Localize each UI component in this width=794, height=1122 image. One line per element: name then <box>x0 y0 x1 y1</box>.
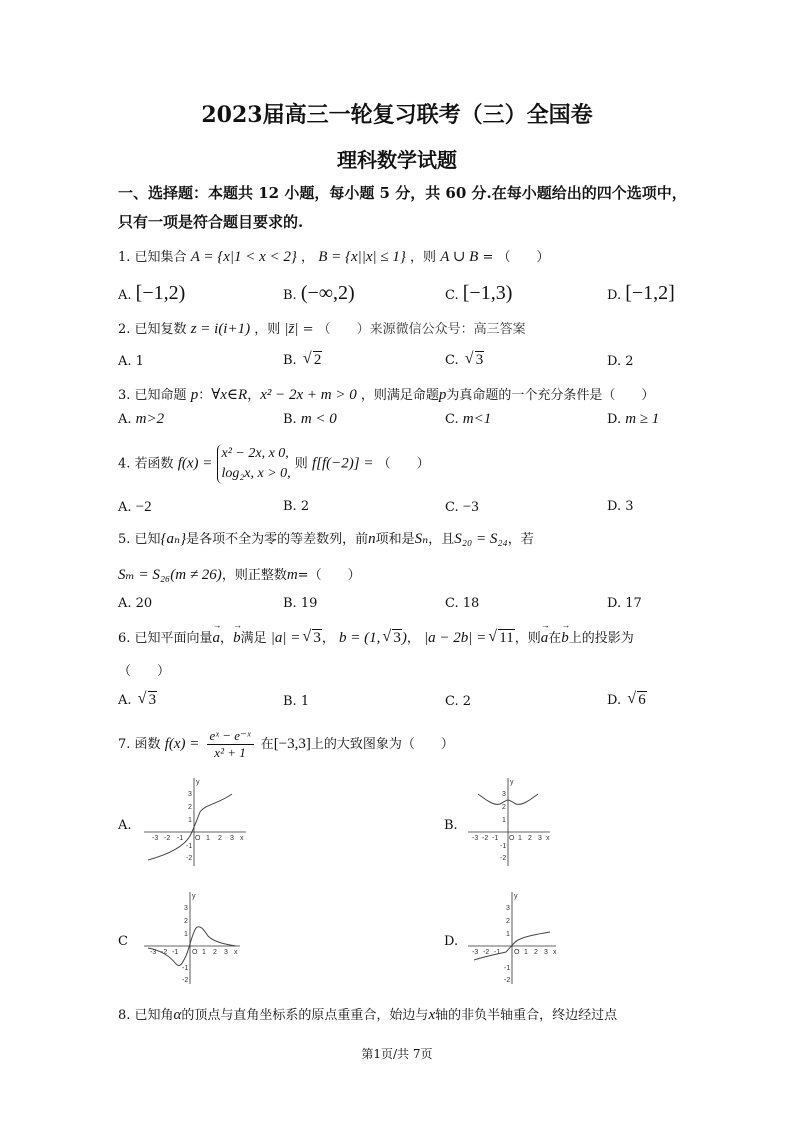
q1-sep: ， <box>301 250 315 265</box>
y-label: y <box>192 893 196 900</box>
q6-blank: （ ） <box>118 664 171 679</box>
q6-sep2: ， <box>321 631 335 646</box>
x-tick: x <box>234 949 238 956</box>
x-tick: 2 <box>213 949 217 956</box>
q6-option-c: C. 2 <box>445 694 472 709</box>
option-label: C. <box>445 500 459 515</box>
q6-vec-b: b → <box>233 630 241 647</box>
x-tick: 3 <box>538 835 542 842</box>
x-tick: -2 <box>483 949 490 956</box>
q3-option-d <box>607 411 659 428</box>
q8-alpha: α <box>173 1007 182 1023</box>
q4-blank: （ ） <box>377 456 430 472</box>
x-tick: -1 <box>494 949 501 956</box>
q6-sqrt11: 11 <box>499 630 514 646</box>
x-tick: 1 <box>206 835 210 842</box>
q6-abs-a: |a| = <box>270 630 301 646</box>
option-label: C. <box>445 353 459 368</box>
q6-prefix: 6. 已知平面向量 <box>118 631 213 646</box>
section-heading-line1: 一、选择题：本题共 12 小题，每小题 5 分，共 60 分.在每小题给出的四个选项中， <box>118 184 687 202</box>
option-label: B. <box>283 353 297 368</box>
q2-suffix: = （ ）来源微信公众号：高三答案 <box>302 322 526 337</box>
q3-suffix1: ，则满足命题 <box>360 388 439 403</box>
q6-option-b: B. 1 <box>283 694 310 709</box>
q1-blank: = （ ） <box>482 250 550 265</box>
q4-option-d: D. 3 <box>607 499 634 514</box>
x-tick: O <box>514 949 520 956</box>
y-tick: 2 <box>188 804 192 811</box>
q5-option-a: A. 20 <box>118 596 153 611</box>
q6-b-sqrt: 3 <box>393 630 401 646</box>
q2-option-c <box>445 352 484 369</box>
option-value: m>2 <box>135 411 165 427</box>
q7-suffix: 上的大致图象为（ ） <box>310 737 454 752</box>
q7-label-c: C <box>118 934 128 949</box>
x-tick: -1 <box>177 835 184 842</box>
option-label: D. <box>607 412 622 427</box>
q3-option-c <box>445 411 491 428</box>
q8-text2: 轴的非负半轴重合，终边经过点 <box>435 1008 618 1023</box>
question-8 <box>118 1004 617 1024</box>
q4-piecewise <box>217 444 291 484</box>
x-tick: x <box>546 835 550 842</box>
q6-vec-b2: b → <box>561 630 569 647</box>
q4-option-b: B. 2 <box>283 499 310 514</box>
q5-n: n <box>368 531 376 547</box>
question-7 <box>118 728 454 761</box>
q5-text2: 项和是 <box>375 532 415 547</box>
option-label: C. <box>445 288 459 303</box>
question-5-line1 <box>118 528 534 548</box>
q7-prefix: 7. 函数 <box>118 737 161 752</box>
y-tick: -2 <box>500 855 507 862</box>
option-value: 6 <box>638 692 646 708</box>
q3-colon: ： <box>198 388 212 403</box>
q4-expr: f[f(−2)] = <box>311 455 374 472</box>
q7-den: x² + 1 <box>214 745 246 760</box>
q3-suffix2: 为真命题的一个充分条件是（ ） <box>446 388 655 403</box>
x-tick: O <box>192 949 198 956</box>
q1-option-c <box>445 282 512 305</box>
q5-eq2: Sₘ = S₂₆(m ≠ 26) <box>118 567 222 583</box>
x-tick: -2 <box>164 835 171 842</box>
x-tick: -3 <box>472 949 479 956</box>
question-3 <box>118 384 654 404</box>
q6-vec-a2: a → <box>541 630 549 647</box>
q6-b-close: ) <box>401 630 407 646</box>
q3-prefix: 3. 已知命题 <box>118 388 187 403</box>
q4-case1: x² − 2x, x 0, <box>221 446 289 461</box>
y-tick: -1 <box>500 843 507 850</box>
option-label: A. <box>118 500 132 515</box>
q4-fx: f(x) = <box>177 455 213 472</box>
x-tick: O <box>509 835 515 842</box>
q8-text1: 的顶点与直角坐标系的原点重重合，始边与 <box>181 1008 429 1023</box>
x-tick: O <box>195 835 201 842</box>
q8-prefix: 8. 已知角 <box>118 1008 174 1023</box>
q5-sn: Sₙ <box>414 531 429 547</box>
q7-label-a: A. <box>118 818 132 833</box>
q8-x: x <box>428 1007 436 1023</box>
question-1 <box>118 246 549 266</box>
q1-option-a <box>118 282 185 305</box>
x-tick: -3 <box>472 835 479 842</box>
option-value: [−1,2) <box>135 282 186 304</box>
y-tick: 2 <box>502 804 506 811</box>
q5-text3: ，且 <box>428 532 455 547</box>
x-tick: x <box>553 949 557 956</box>
q5-eq1: S₂₀ = S₂₄ <box>454 531 508 547</box>
q3-comma: ， <box>247 388 261 403</box>
q2-mid: ，则 <box>254 322 281 337</box>
y-tick: -1 <box>182 965 189 972</box>
section-heading-line2: 只有一项是符合题目要求的. <box>118 213 304 231</box>
q3-p: p <box>190 387 199 403</box>
q6-option-a <box>118 692 157 709</box>
q4-option-c <box>445 499 479 516</box>
x-tick: -2 <box>482 835 489 842</box>
option-value: (−∞,2) <box>300 282 355 304</box>
y-tick: 2 <box>184 918 188 925</box>
q5-m: m <box>286 567 298 583</box>
x-tick: 1 <box>524 949 528 956</box>
q1-union: A ∪ B <box>440 249 479 265</box>
q3-expr: x² − 2x + m > 0 <box>260 387 357 403</box>
option-value: m<1 <box>462 411 492 427</box>
x-tick: 3 <box>230 835 234 842</box>
x-tick: 2 <box>528 835 532 842</box>
q7-num: eˣ − e⁻ˣ <box>207 728 254 745</box>
q7-graph-c <box>140 890 250 986</box>
x-tick: -3 <box>152 835 159 842</box>
q2-option-a: A. 1 <box>118 354 144 369</box>
x-tick: 1 <box>518 835 522 842</box>
q4-prefix: 4. 若函数 <box>118 456 174 472</box>
option-label: A. <box>118 412 132 427</box>
option-value: [−1,2] <box>625 282 675 304</box>
q2-abs: |z̄| <box>284 321 299 337</box>
q6-text2: ，则 <box>514 631 541 646</box>
option-label: B. <box>283 288 297 303</box>
q6-option-d <box>607 692 647 709</box>
q6-b-eq: b = (1, <box>339 630 381 646</box>
q6-sep3: ， <box>406 631 420 646</box>
q5-text5: ，则正整数 <box>221 568 287 583</box>
q7-graph-a <box>140 776 250 868</box>
q6-text3: 在 <box>548 631 562 646</box>
question-2 <box>118 318 526 338</box>
q4-option-a <box>118 499 152 516</box>
q4-mid: 则 <box>294 456 308 472</box>
option-value: 2 <box>313 352 322 368</box>
y-tick: -1 <box>186 843 193 850</box>
x-tick: 3 <box>544 949 548 956</box>
y-tick: -2 <box>182 977 189 984</box>
exam-subtitle: 理科数学试题 <box>337 148 457 172</box>
option-value: m < 0 <box>300 411 337 427</box>
q7-label-b: B. <box>444 818 458 833</box>
exam-title: 2023届高三一轮复习联考（三）全国卷 <box>201 102 593 128</box>
q3-option-a <box>118 411 164 428</box>
option-value: 3 <box>148 692 157 708</box>
q1-set-b: B = {x||x| ≤ 1} <box>318 249 406 265</box>
y-tick: 2 <box>506 918 510 925</box>
option-label: A. <box>118 288 132 303</box>
q3-p2: p <box>438 387 447 403</box>
q2-option-b <box>283 352 322 369</box>
option-value: 3 <box>475 352 484 368</box>
option-label: D. <box>607 288 622 303</box>
q2-expr: z = i(i+1) <box>190 321 251 337</box>
option-value: m ≥ 1 <box>625 411 660 427</box>
option-value: −2 <box>135 499 152 515</box>
option-label: B. <box>283 412 297 427</box>
q5-blank: =（ ） <box>297 568 361 583</box>
y-label: y <box>514 893 518 900</box>
x-tick: 2 <box>218 835 222 842</box>
q6-sep1: ， <box>220 631 234 646</box>
y-tick: 3 <box>184 905 188 912</box>
q6-vec-a: a → <box>213 630 221 647</box>
q7-graph-b <box>464 776 564 868</box>
option-value: −3 <box>462 499 479 515</box>
q6-text4: 上的投影为 <box>568 631 634 646</box>
y-tick: 1 <box>502 817 506 824</box>
x-tick: 1 <box>202 949 206 956</box>
q5-prefix: 5. 已知 <box>118 532 161 547</box>
q5-option-c: C. 18 <box>445 596 480 611</box>
question-4 <box>118 444 430 484</box>
y-tick: -1 <box>504 965 511 972</box>
page-footer: 第1页/共 7页 <box>361 1047 433 1061</box>
x-tick: -1 <box>172 949 179 956</box>
x-tick: -3 <box>150 949 157 956</box>
q7-interval: [−3,3] <box>273 736 311 752</box>
y-tick: -2 <box>186 855 193 862</box>
q7-text1: 在 <box>260 737 274 752</box>
q6-text1: 满足 <box>240 631 267 646</box>
option-label: C. <box>445 412 459 427</box>
q5-option-b: B. 19 <box>283 596 318 611</box>
y-label: y <box>510 779 514 786</box>
q1-suffix: ，则 <box>410 250 437 265</box>
x-tick: 3 <box>224 949 228 956</box>
q5-option-d: D. 17 <box>607 596 642 611</box>
q2-option-d: D. 2 <box>607 354 634 369</box>
x-tick: x <box>240 835 244 842</box>
option-label: A. <box>118 693 132 708</box>
q1-prefix: 1. 已知集合 <box>118 250 187 265</box>
y-tick: 3 <box>188 791 192 798</box>
x-tick: -1 <box>492 835 499 842</box>
q5-text1: 是各项不全为零的等差数列，前 <box>186 532 369 547</box>
q6-abs-expr: |a − 2b| = <box>424 630 487 646</box>
y-tick: -2 <box>504 977 511 984</box>
question-6 <box>118 627 634 647</box>
q2-prefix: 2. 已知复数 <box>118 322 187 337</box>
q3-option-b <box>283 411 337 428</box>
y-tick: 1 <box>506 931 510 938</box>
q6-sqrt3: 3 <box>313 630 321 646</box>
y-tick: 3 <box>506 905 510 912</box>
option-value: [−1,3) <box>462 282 513 304</box>
option-label: D. <box>607 693 622 708</box>
q5-an: {aₙ} <box>160 531 187 547</box>
question-5-line2 <box>118 564 361 584</box>
y-tick: 3 <box>502 791 506 798</box>
y-tick: 1 <box>184 931 188 938</box>
x-tick: 2 <box>534 949 538 956</box>
x-tick: -2 <box>161 949 168 956</box>
q7-label-d: D. <box>444 934 459 949</box>
q7-fx: f(x) = <box>164 736 200 752</box>
q4-case2: log₂x, x > 0, <box>221 466 291 481</box>
q1-option-d <box>607 282 675 305</box>
q7-graph-d <box>464 890 564 986</box>
q1-option-b <box>283 282 355 305</box>
q1-set-a: A = {x|1 < x < 2} <box>190 249 297 265</box>
q7-fraction <box>207 728 254 761</box>
q5-text4: ，若 <box>507 532 534 547</box>
y-label: y <box>196 779 200 786</box>
y-tick: 1 <box>188 817 192 824</box>
q3-forall: ∀x∈R <box>211 387 248 403</box>
